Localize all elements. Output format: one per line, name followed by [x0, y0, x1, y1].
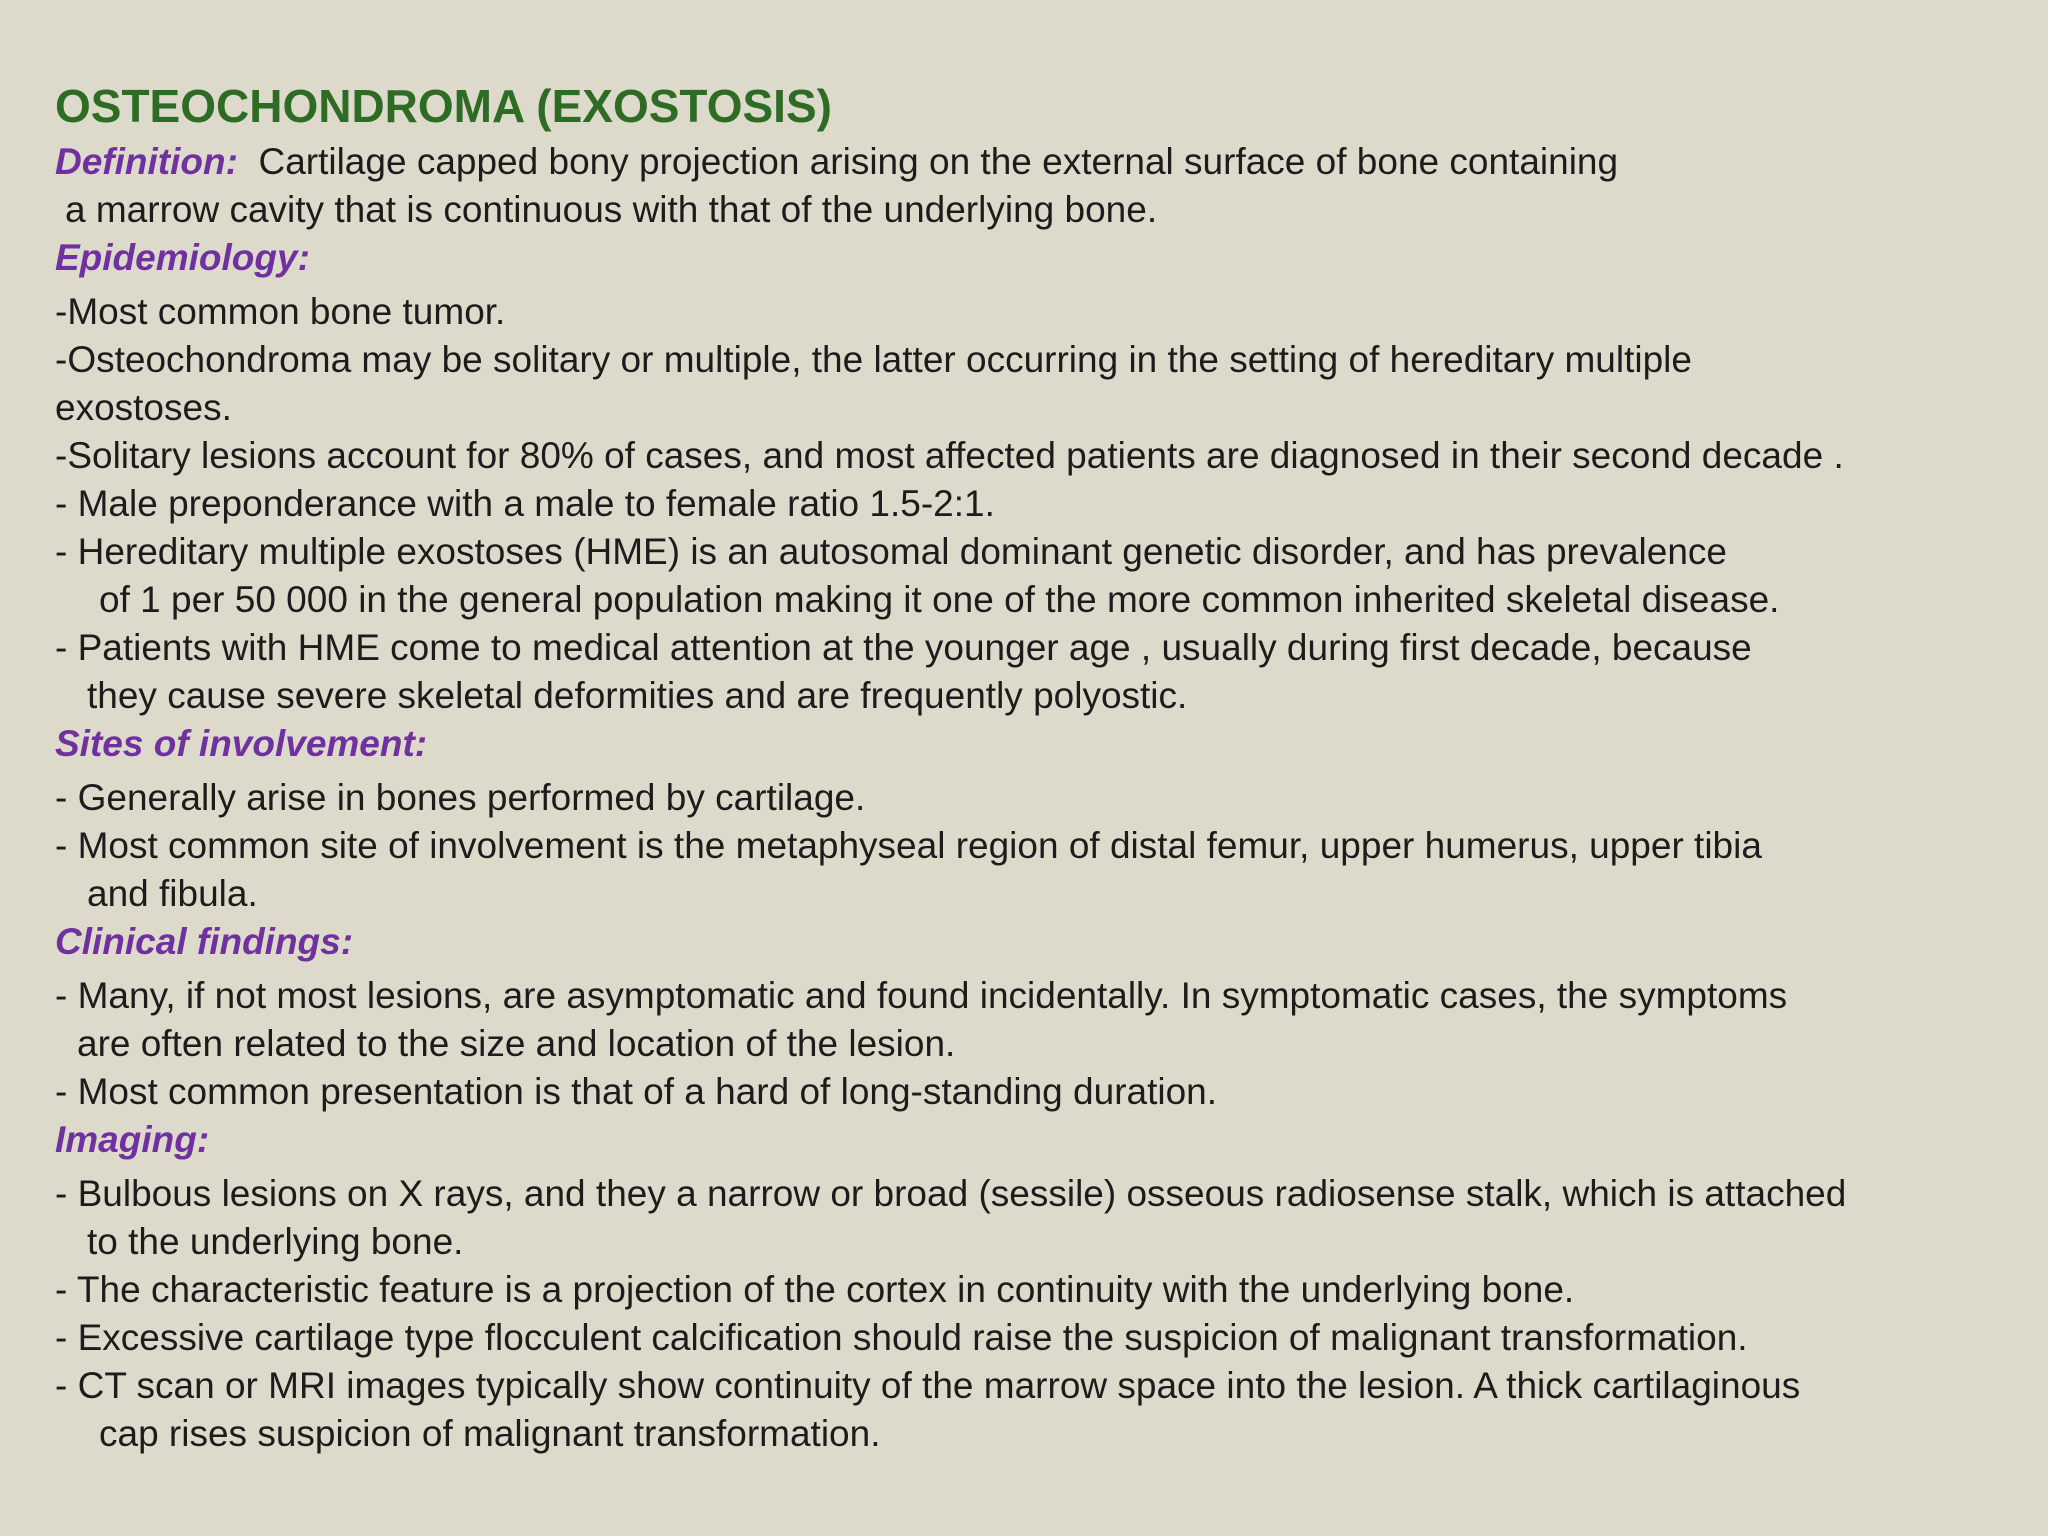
- imaging-line: - CT scan or MRI images typically show continuity of the marrow space into the lesion. A thick cartilaginous: [55, 1365, 1801, 1406]
- clinical-line: - Most common presentation is that of a hard of long-standing duration.: [55, 1071, 1218, 1112]
- clinical-line: - Many, if not most lesions, are asymptomatic and found incidentally. In symptomatic cases, the symptoms: [55, 975, 1788, 1016]
- imaging-line: - Excessive cartilage type flocculent calcification should raise the suspicion of malignant transformation.: [55, 1317, 1748, 1358]
- sites-line: - Most common site of involvement is the metaphyseal region of distal femur, upper humerus, upper tibia: [55, 825, 1762, 866]
- epidemiology-line: - Male preponderance with a male to female ratio 1.5-2:1.: [55, 483, 995, 524]
- sites-heading: Sites of involvement:: [55, 723, 428, 764]
- epidemiology-line: of 1 per 50 000 in the general population making it one of the more common inherited skeletal disease.: [99, 579, 1780, 620]
- definition-line-1: [55, 138, 2008, 186]
- sites-line: and fibula.: [87, 873, 258, 914]
- clinical-line: are often related to the size and location of the lesion.: [77, 1023, 956, 1064]
- definition-line-2: a marrow cavity that is continuous with that of the underlying bone.: [65, 189, 1158, 230]
- imaging-line: - The characteristic feature is a projection of the cortex in continuity with the underlying bone.: [55, 1269, 1575, 1310]
- epidemiology-line: they cause severe skeletal deformities and are frequently polyostic.: [87, 675, 1188, 716]
- sites-line: - Generally arise in bones performed by cartilage.: [55, 777, 866, 818]
- epidemiology-line: - Hereditary multiple exostoses (HME) is an autosomal dominant genetic disorder, and has prevalence: [55, 531, 1727, 572]
- epidemiology-heading: Epidemiology:: [55, 237, 310, 278]
- definition-text-1: Cartilage capped bony projection arising on the external surface of bone containing: [258, 141, 1619, 182]
- imaging-line: cap rises suspicion of malignant transformation.: [99, 1413, 881, 1454]
- sites-section: [55, 720, 2008, 918]
- epidemiology-line: exostoses.: [55, 387, 232, 428]
- epidemiology-line: - Patients with HME come to medical attention at the younger age , usually during first decade, because: [55, 627, 1752, 668]
- imaging-line: to the underlying bone.: [87, 1221, 464, 1262]
- imaging-section: [55, 1116, 2008, 1458]
- epidemiology-section: [55, 234, 2008, 720]
- epidemiology-line: -Most common bone tumor.: [55, 291, 506, 332]
- slide-title: OSTEOCHONDROMA (EXOSTOSIS): [55, 80, 832, 132]
- definition-section: [55, 138, 2008, 234]
- definition-heading: Definition:: [55, 141, 238, 182]
- epidemiology-line: -Solitary lesions account for 80% of cases, and most affected patients are diagnosed in their second decade .: [55, 435, 1844, 476]
- clinical-section: [55, 918, 2008, 1116]
- epidemiology-line: -Osteochondroma may be solitary or multiple, the latter occurring in the setting of hereditary multiple: [55, 339, 1692, 380]
- imaging-line: - Bulbous lesions on X rays, and they a narrow or broad (sessile) osseous radiosense stalk, which is attached: [55, 1173, 1847, 1214]
- imaging-heading: Imaging:: [55, 1119, 210, 1160]
- clinical-heading: Clinical findings:: [55, 921, 354, 962]
